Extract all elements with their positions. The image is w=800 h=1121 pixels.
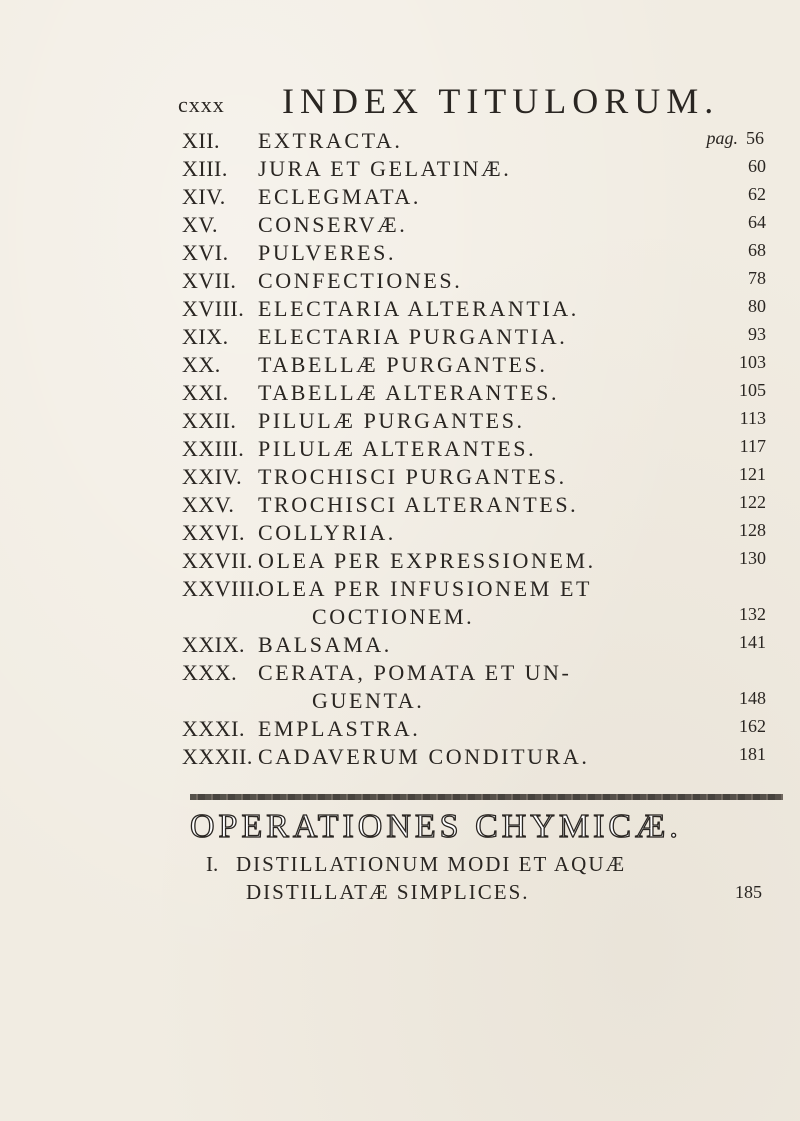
entry-number: XXIX. (182, 632, 245, 657)
entry-title: DISTILLATIONUM MODI ET AQUÆ (236, 852, 627, 876)
entry-title-continuation: GUENTA. (312, 688, 425, 713)
entry-title: OLEA PER INFUSIONEM ET (258, 576, 593, 601)
entry-page: 56 (746, 128, 764, 148)
entry-page: 141 (739, 632, 766, 652)
toc-entry (0, 632, 800, 660)
toc-entry (0, 240, 800, 268)
entry-number: XII. (182, 128, 221, 153)
entry-page: 181 (739, 744, 766, 764)
entry-page: 105 (739, 380, 766, 400)
toc-entry (0, 716, 800, 744)
page-header (0, 80, 800, 124)
entry-title: COLLYRIA. (258, 520, 396, 545)
toc-entry (0, 268, 800, 296)
toc-entry (0, 492, 800, 520)
entry-page: 121 (739, 464, 766, 484)
entry-page: 80 (748, 296, 766, 316)
toc-entry (0, 380, 800, 408)
entry-title: ECLEGMATA. (258, 184, 421, 209)
entry-page: 117 (739, 436, 766, 456)
entry-title: EXTRACTA. (258, 128, 403, 153)
entry-page: 185 (735, 882, 762, 902)
entry-title: TABELLÆ ALTERANTES. (258, 380, 560, 405)
entry-page: 148 (739, 688, 766, 708)
table-of-contents (0, 128, 800, 772)
toc-entry-continuation (0, 604, 800, 632)
entry-title-continuation: COCTIONEM. (312, 604, 475, 629)
entry-page: 64 (748, 212, 766, 232)
entry-page: 62 (748, 184, 766, 204)
entry-number: XXV. (182, 492, 235, 517)
entry-title: CONFECTIONES. (258, 268, 463, 293)
entry-page: 128 (739, 520, 766, 540)
toc-entry (0, 324, 800, 352)
entry-title: JURA ET GELATINÆ. (258, 156, 512, 181)
toc-entry (0, 520, 800, 548)
entry-title: CERATA, POMATA ET UN- (258, 660, 572, 685)
toc-entry (0, 744, 800, 772)
toc-entry (0, 212, 800, 240)
entry-title: EMPLASTRA. (258, 716, 421, 741)
toc-entry (0, 156, 800, 184)
entry-page: 78 (748, 268, 766, 288)
entry-title: PULVERES. (258, 240, 397, 265)
entry-page: 132 (739, 604, 766, 624)
pag-label: pag. (706, 128, 738, 148)
toc-entry (0, 660, 800, 688)
toc-entry (0, 296, 800, 324)
entry-title: PILULÆ PURGANTES. (258, 408, 525, 433)
entry-number: XXXII. (182, 744, 253, 769)
entry-number: XIX. (182, 324, 229, 349)
entry-number: XXIV. (182, 464, 243, 489)
entry-number: XIV. (182, 184, 226, 209)
entry-number: XXIII. (182, 436, 245, 461)
toc-entry (0, 548, 800, 576)
entry-number: XXI. (182, 380, 229, 405)
entry-page: 113 (739, 408, 766, 428)
entry-title: PILULÆ ALTERANTES. (258, 436, 537, 461)
toc-entry (0, 352, 800, 380)
entry-title: TROCHISCI PURGANTES. (258, 464, 567, 489)
entry-page: 103 (739, 352, 766, 372)
entry-number: XXII. (182, 408, 237, 433)
toc-entry (0, 576, 800, 604)
section-heading: OPERATIONES CHYMICÆ. (190, 808, 682, 845)
entry-number: XXVII. (182, 548, 253, 573)
toc-entry (0, 436, 800, 464)
toc-entry (0, 184, 800, 212)
page-number: cxxx (178, 92, 225, 117)
entry-title: CADAVERUM CONDITURA. (258, 744, 590, 769)
toc-entry (0, 464, 800, 492)
entry-number: XVIII. (182, 296, 245, 321)
entry-title: CONSERVÆ. (258, 212, 408, 237)
entry-number: XXXI. (182, 716, 245, 741)
toc-entry (0, 128, 800, 156)
entry-title: BALSAMA. (258, 632, 392, 657)
entry-page: 122 (739, 492, 766, 512)
entry-number: XV. (182, 212, 218, 237)
entry-number: XVI. (182, 240, 229, 265)
entry-title: ELECTARIA ALTERANTIA. (258, 296, 579, 321)
entry-number: XVII. (182, 268, 237, 293)
entry-number: XXX. (182, 660, 238, 685)
entry-title: OLEA PER EXPRESSIONEM. (258, 548, 596, 573)
running-title: INDEX TITULORUM. (282, 81, 720, 121)
entry-title: TABELLÆ PURGANTES. (258, 352, 548, 377)
entry-page: 68 (748, 240, 766, 260)
entry-page: 93 (748, 324, 766, 344)
entry-page: 130 (739, 548, 766, 568)
entry-number: XXVI. (182, 520, 245, 545)
entry-number: XX. (182, 352, 221, 377)
entry-number: XIII. (182, 156, 228, 181)
entry-title: ELECTARIA PURGANTIA. (258, 324, 568, 349)
entry-number: I. (206, 852, 219, 876)
toc-entry (0, 408, 800, 436)
entry-page: 60 (748, 156, 766, 176)
ornamental-rule (190, 794, 783, 800)
entry-number: XXVIII. (182, 576, 261, 601)
entry-page: 162 (739, 716, 766, 736)
toc-entry-continuation (0, 688, 800, 716)
entry-title-continuation: DISTILLATÆ SIMPLICES. (246, 880, 530, 904)
entry-title: TROCHISCI ALTERANTES. (258, 492, 579, 517)
